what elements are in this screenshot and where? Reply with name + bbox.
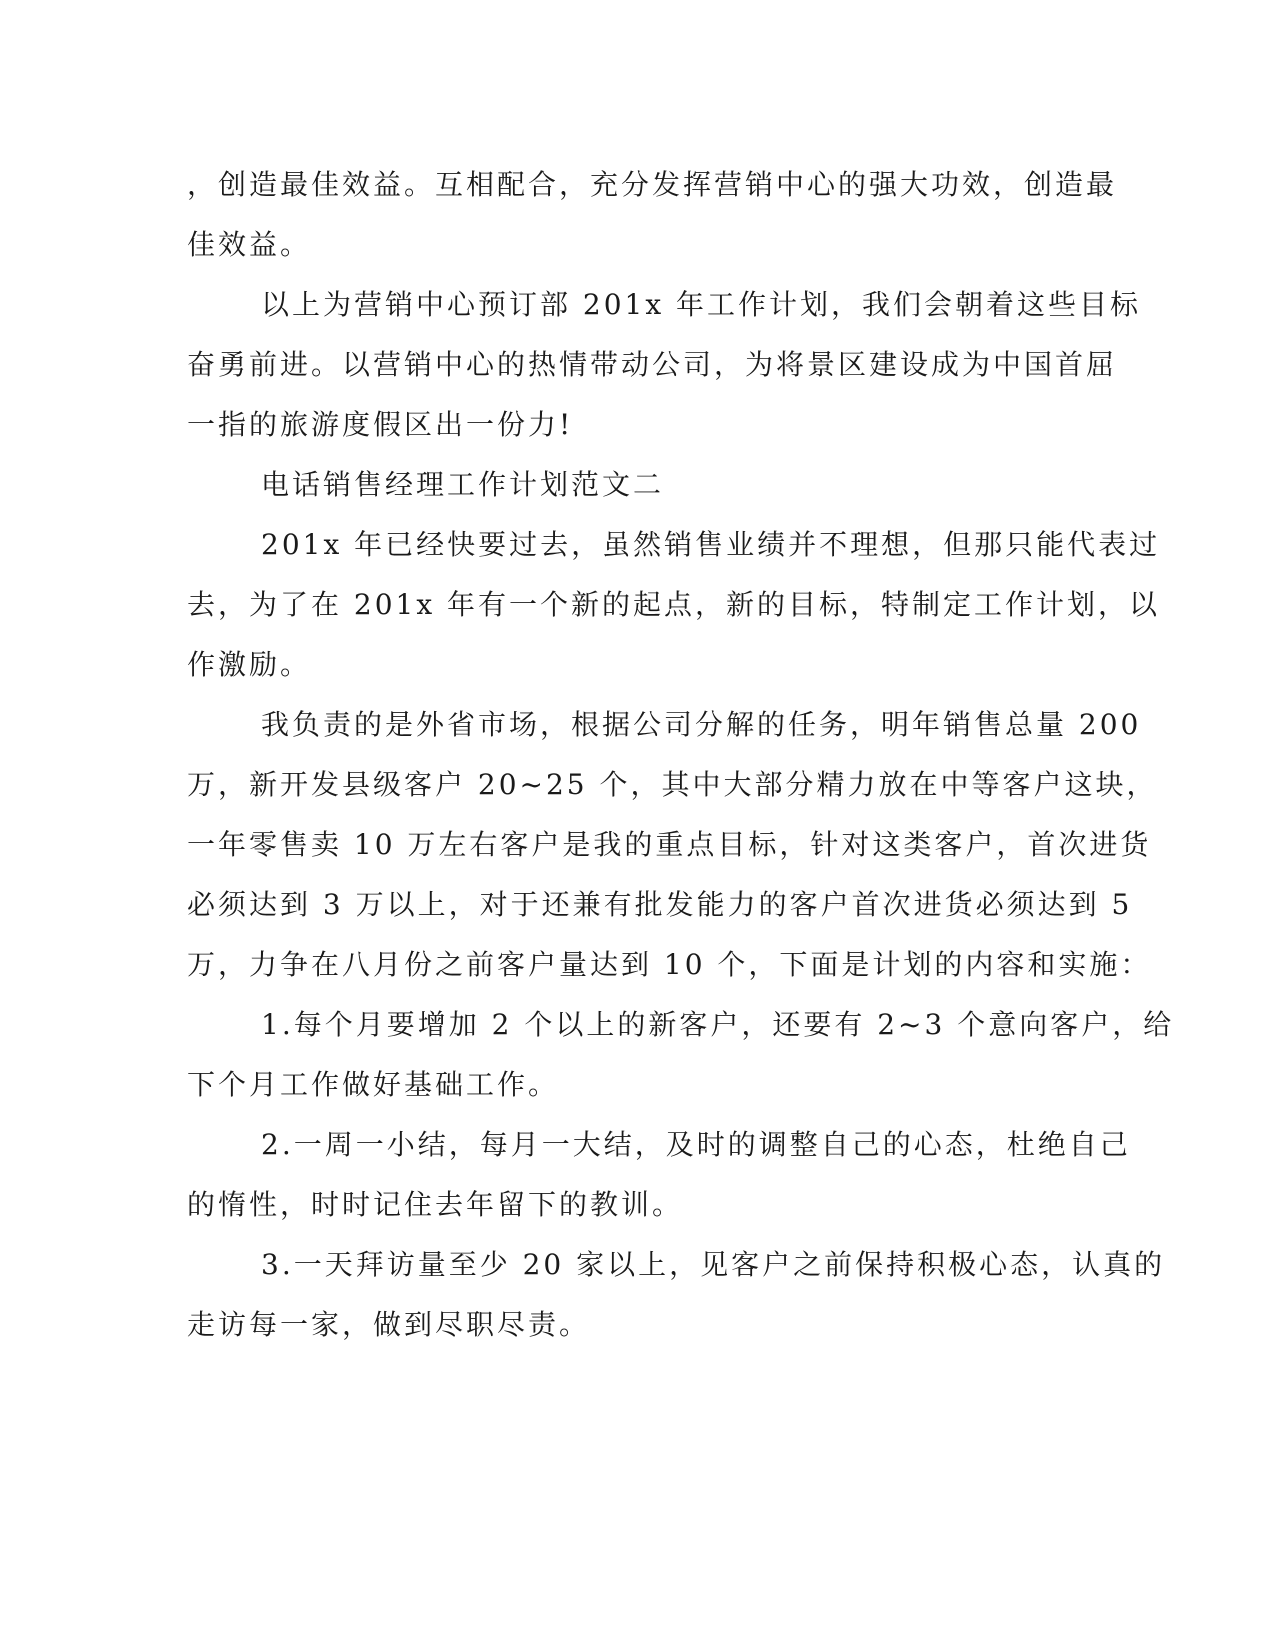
text-line: 佳效益。 bbox=[187, 228, 312, 261]
text-line: 201x 年已经快要过去，虽然销售业绩并不理想，但那只能代表过 bbox=[261, 528, 1161, 561]
text-line: 一年零售卖 10 万左右客户是我的重点目标，针对这类客户，首次进货 bbox=[187, 828, 1152, 861]
text-line: 一指的旅游度假区出一份力! bbox=[187, 408, 574, 441]
text-line: 以上为营销中心预订部 201x 年工作计划，我们会朝着这些目标 bbox=[261, 288, 1142, 321]
text-line: 万，新开发县级客户 20~25 个，其中大部分精力放在中等客户这块， bbox=[187, 768, 1158, 801]
list-item: 3.一天拜访量至少 20 家以上，见客户之前保持积极心态，认真的 bbox=[261, 1248, 1166, 1281]
list-item: 1.每个月要增加 2 个以上的新客户，还要有 2~3 个意向客户，给 bbox=[261, 1008, 1175, 1041]
text-line: 奋勇前进。以营销中心的热情带动公司，为将景区建设成为中国首屈 bbox=[187, 348, 1118, 381]
text-line: ，创造最佳效益。互相配合，充分发挥营销中心的强大功效，创造最 bbox=[187, 168, 1118, 201]
text-line: 走访每一家，做到尽职尽责。 bbox=[187, 1308, 591, 1341]
text-line: 去，为了在 201x 年有一个新的起点，新的目标，特制定工作计划，以 bbox=[187, 588, 1161, 621]
text-line: 下个月工作做好基础工作。 bbox=[187, 1068, 560, 1101]
text-line: 作激励。 bbox=[187, 648, 312, 681]
list-item: 2.一周一小结，每月一大结，及时的调整自己的心态，杜绝自己 bbox=[261, 1128, 1131, 1161]
document-body bbox=[187, 155, 1175, 1355]
text-line: 的惰性，时时记住去年留下的教训。 bbox=[187, 1188, 684, 1221]
section-heading: 电话销售经理工作计划范文二 bbox=[261, 468, 665, 501]
text-line: 我负责的是外省市场，根据公司分解的任务，明年销售总量 200 bbox=[261, 708, 1142, 741]
text-line: 必须达到 3 万以上，对于还兼有批发能力的客户首次进货必须达到 5 bbox=[187, 888, 1133, 921]
text-line: 万，力争在八月份之前客户量达到 10 个，下面是计划的内容和实施： bbox=[187, 948, 1152, 981]
